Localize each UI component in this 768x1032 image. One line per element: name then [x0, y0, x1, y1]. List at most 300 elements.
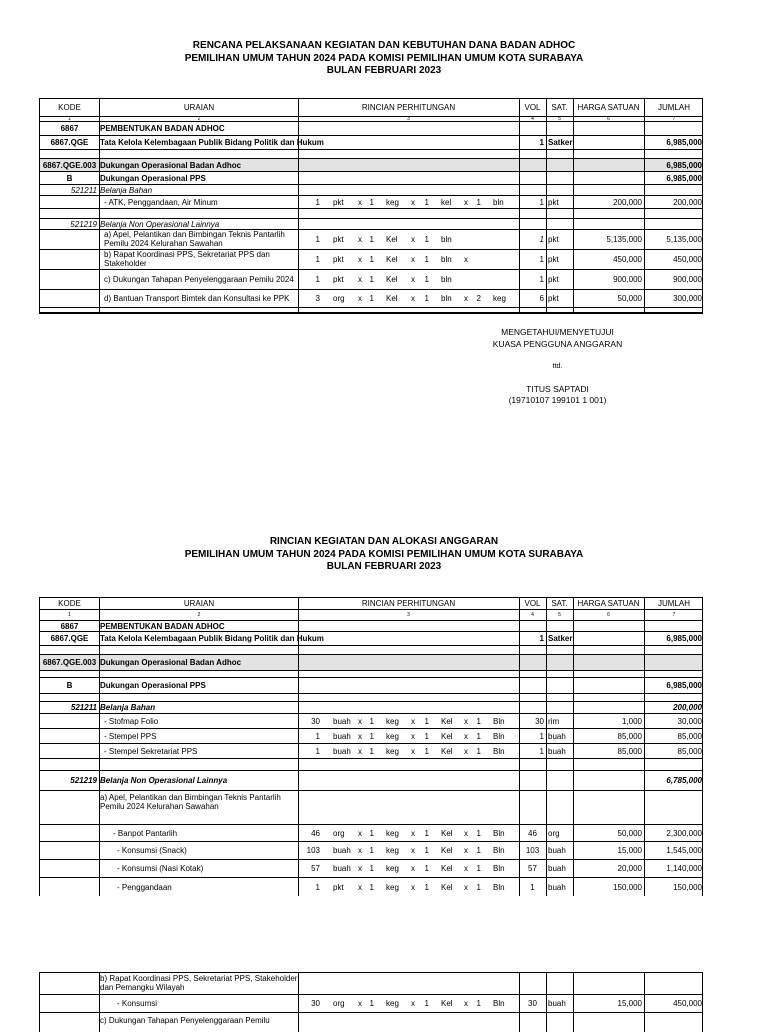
vol-cell: 1	[530, 882, 535, 892]
uraian-cell: Belanja Bahan	[100, 185, 153, 195]
vol-cell: 1	[539, 255, 544, 264]
rincian-token: org	[333, 294, 345, 303]
rincian-token: x	[411, 846, 415, 855]
header-uraian: URAIAN	[183, 103, 215, 112]
rincian-token: buah	[333, 716, 351, 726]
sat-cell: buah	[548, 882, 566, 892]
harga-cell: 50,000	[617, 828, 642, 838]
kode-cell: 521211	[70, 703, 97, 712]
column-divider	[573, 598, 574, 896]
vol-cell: 30	[535, 716, 544, 726]
column-divider	[99, 973, 100, 1032]
table-header-row	[40, 99, 702, 117]
column-divider	[644, 973, 645, 1032]
rincian-token: 1	[369, 746, 374, 756]
rincian-token: buah	[333, 846, 351, 855]
rincian-token: Bln	[493, 716, 505, 726]
jumlah-cell: 6,985,000	[666, 160, 702, 170]
uraian-cell: - Penggandaan	[117, 882, 172, 892]
harga-cell: 85,000	[617, 731, 642, 741]
spacer-row	[40, 150, 702, 159]
signature-block	[470, 327, 645, 407]
rincian-token: x	[358, 255, 362, 264]
sat-cell: rim	[548, 716, 560, 726]
jumlah-cell: 450,000	[673, 999, 702, 1008]
rincian-token: 1	[476, 846, 481, 855]
harga-cell: 15,000	[617, 846, 642, 855]
table-row	[40, 729, 702, 744]
rincian-token: x	[464, 746, 468, 756]
uraian-cell: - Banpot Pantarlih	[113, 828, 178, 838]
uraian-cell: Dukungan Operasional PPS	[100, 173, 206, 183]
rincian-token: Bln	[493, 882, 505, 892]
rincian-token: x	[411, 235, 415, 244]
col-num: 2	[197, 115, 201, 122]
rincian-token: Kel	[386, 294, 398, 303]
rincian-token: buah	[333, 864, 351, 873]
rincian-token: x	[411, 746, 415, 756]
rincian-token: x	[464, 716, 468, 726]
table-row	[40, 250, 702, 270]
uraian-cell: Belanja Bahan	[100, 703, 156, 712]
rincian-token: 103	[306, 846, 320, 855]
rincian-token: 30	[311, 716, 320, 726]
column-divider	[519, 99, 520, 313]
vol-cell: 1	[539, 746, 544, 756]
col-num: 3	[407, 115, 410, 122]
rincian-token: 1	[315, 235, 320, 244]
rincian-token: x	[411, 828, 415, 838]
uraian-cell: - Stofmap Folio	[104, 716, 159, 726]
sat-cell: pkt	[548, 197, 559, 207]
kode-cell: 6867	[60, 124, 79, 133]
column-divider	[298, 598, 299, 896]
uraian-cell: a) Apel, Pelantikan dan Bimbingan Teknis Pantarlih Pemilu 2024 Kelurahan Sawahan	[100, 793, 281, 811]
kode-cell: 6867.QGE	[50, 138, 89, 147]
uraian-cell: - Konsumsi (Nasi Kotak)	[117, 864, 204, 873]
sat-cell: buah	[548, 846, 566, 855]
column-divider	[519, 598, 520, 896]
rincian-token: x	[358, 828, 362, 838]
rincian-token: x	[464, 999, 468, 1008]
rincian-token: Kel	[441, 716, 453, 726]
rincian-token: keg	[386, 716, 399, 726]
rincian-token: Bln	[493, 828, 505, 838]
rincian-token: x	[358, 716, 362, 726]
rincian-token: 1	[424, 864, 429, 873]
table-row	[40, 270, 702, 290]
approval-label: MENGETAHUI/MENYETUJUI	[501, 327, 614, 337]
vol-cell: 103	[525, 846, 540, 855]
rincian-token: Kel	[441, 846, 453, 855]
col-num: 6	[607, 115, 610, 122]
spacer-row	[40, 646, 702, 655]
rincian-token: x	[411, 731, 415, 741]
doc2-title-line: BULAN FEBRUARI 2023	[326, 561, 442, 572]
sat-cell: Satker	[548, 634, 573, 643]
header-sat: SAT.	[551, 103, 568, 112]
sat-cell: pkt	[548, 235, 559, 244]
uraian-cell: a) Apel, Pelantikan dan Bimbingan Teknis Pantarlih Pemilu 2024 Kelurahan Sawahan	[104, 230, 285, 248]
rincian-token: x	[358, 882, 362, 892]
sat-cell: pkt	[548, 275, 559, 284]
rincian-token: 1	[315, 275, 320, 284]
uraian-cell: Dukungan Operasional Badan Adhoc	[100, 160, 242, 170]
jumlah-cell: 85,000	[677, 731, 702, 741]
uraian-cell: - Konsumsi (Snack)	[117, 846, 187, 855]
uraian-cell: PEMBENTUKAN BADAN ADHOC	[100, 621, 225, 631]
rincian-token: 1	[369, 846, 374, 855]
rincian-token: Kel	[441, 731, 453, 741]
vol-cell: 1	[539, 235, 544, 244]
jumlah-cell: 900,000	[673, 275, 702, 284]
rincian-token: keg	[386, 999, 399, 1008]
rincian-token: x	[464, 864, 468, 873]
table-row	[40, 678, 702, 694]
rincian-token: 1	[424, 275, 429, 284]
rincian-token: x	[358, 294, 362, 303]
rincian-token: x	[411, 716, 415, 726]
table-row	[40, 196, 702, 209]
jumlah-cell: 30,000	[677, 716, 702, 726]
rincian-token: Bln	[493, 746, 505, 756]
column-divider	[546, 973, 547, 1032]
rincian-token: 1	[315, 882, 320, 892]
harga-cell: 1,000	[621, 716, 642, 726]
col-num: 6	[607, 611, 610, 618]
sat-cell: buah	[548, 999, 566, 1008]
uraian-cell: - ATK, Penggandaan, Air Minum	[104, 197, 218, 207]
rincian-token: 1	[369, 275, 374, 284]
rincian-token: 1	[369, 255, 374, 264]
activity-allocation-table	[39, 597, 703, 896]
rincian-token: 1	[369, 864, 374, 873]
vol-cell: 46	[528, 828, 537, 838]
rincian-token: org	[333, 828, 345, 838]
header-kode: KODE	[58, 103, 81, 112]
rincian-token: x	[358, 846, 362, 855]
rincian-token: x	[411, 999, 415, 1008]
col-num: 5	[558, 115, 561, 122]
doc1-title	[0, 40, 768, 78]
rincian-token: 1	[424, 255, 429, 264]
rincian-token: 1	[369, 294, 374, 303]
rincian-token: 1	[424, 999, 429, 1008]
table-row	[40, 878, 702, 896]
column-divider	[644, 598, 645, 896]
table-row	[40, 771, 702, 791]
rincian-token: pkt	[333, 882, 344, 892]
jumlah-cell: 85,000	[677, 746, 702, 756]
table-row	[40, 1013, 702, 1027]
rincian-token: x	[464, 197, 468, 207]
rincian-token: Kel	[441, 882, 453, 892]
jumlah-cell: 300,000	[673, 294, 702, 303]
table-row	[40, 973, 702, 995]
rincian-token: 1	[476, 999, 481, 1008]
rincian-token: x	[411, 294, 415, 303]
rincian-token: bln	[441, 275, 452, 284]
rincian-token: 1	[315, 746, 320, 756]
harga-cell: 5,135,000	[606, 235, 642, 244]
rincian-token: 1	[369, 235, 374, 244]
kode-cell: 6867	[60, 621, 79, 631]
column-divider	[644, 99, 645, 313]
jumlah-cell: 6,985,000	[666, 138, 702, 147]
rincian-token: 1	[369, 716, 374, 726]
harga-cell: 450,000	[613, 255, 642, 264]
rincian-token: bln	[441, 255, 452, 264]
col-num: 3	[407, 611, 410, 618]
vol-cell: 57	[528, 864, 537, 873]
authority-label: KUASA PENGGUNA ANGGARAN	[492, 338, 623, 349]
header-rincian: RINCIAN PERHITUNGAN	[361, 103, 456, 112]
vol-cell: 1	[539, 138, 544, 147]
column-divider	[573, 99, 574, 313]
table-row	[40, 219, 702, 230]
header-harga: HARGA SATUAN	[577, 103, 640, 112]
kode-cell: B	[66, 173, 73, 183]
harga-cell: 50,000	[617, 294, 642, 303]
table-row	[40, 825, 702, 842]
uraian-cell: b) Rapat Koordinasi PPS, Sekretariat PPS, Stakeholder dan Pemangku Wilayah	[100, 974, 298, 992]
col-num: 7	[672, 115, 676, 122]
signatory-nip: (19710107 199101 1 001)	[508, 395, 607, 405]
col-num: 1	[68, 115, 71, 122]
table-row	[40, 621, 702, 632]
rincian-token: Bln	[493, 731, 505, 741]
rincian-token: x	[464, 828, 468, 838]
rincian-token: x	[411, 864, 415, 873]
rincian-token: x	[411, 882, 415, 892]
rincian-token: 1	[424, 828, 429, 838]
rincian-token: keg	[493, 294, 506, 303]
table-row	[40, 122, 702, 136]
sat-cell: org	[548, 828, 560, 838]
uraian-cell: Tata Kelola Kelembagaan Publik Bidang Politik dan Hukum	[100, 634, 324, 643]
header-vol: VOL	[524, 599, 541, 608]
rincian-token: Bln	[493, 864, 505, 873]
rincian-token: 1	[424, 294, 429, 303]
kode-cell: B	[66, 681, 73, 690]
rincian-token: Bln	[493, 999, 505, 1008]
rincian-token: Bln	[493, 846, 505, 855]
col-num: 2	[197, 611, 201, 618]
jumlah-cell: 6,985,000	[666, 634, 702, 643]
uraian-cell: c) Dukungan Tahapan Penyelenggaraan Pemilu 2024	[104, 275, 294, 284]
sat-cell: buah	[548, 731, 566, 741]
jumlah-cell: 5,135,000	[666, 235, 702, 244]
rincian-token: bln	[441, 294, 452, 303]
spacer-row	[40, 308, 702, 313]
header-jumlah: JUMLAH	[657, 103, 690, 112]
rincian-token: x	[358, 235, 362, 244]
table-row	[40, 185, 702, 196]
harga-cell: 15,000	[617, 999, 642, 1008]
rincian-token: 1	[369, 999, 374, 1008]
rincian-token: 1	[369, 828, 374, 838]
rincian-token: 46	[311, 828, 320, 838]
rincian-token: x	[358, 275, 362, 284]
rincian-token: pkt	[333, 275, 344, 284]
rincian-token: buah	[333, 731, 351, 741]
uraian-cell: Belanja Non Operasional Lainnya	[100, 776, 228, 785]
rincian-token: x	[464, 731, 468, 741]
header-harga: HARGA SATUAN	[577, 599, 640, 608]
rincian-token: Kel	[441, 746, 453, 756]
rincian-token: 1	[476, 882, 481, 892]
doc1-title-line: PEMILIHAN UMUM TAHUN 2024 PADA KOMISI PEMILIHAN UMUM KOTA SURABAYA	[184, 52, 584, 64]
column-divider	[298, 99, 299, 313]
rincian-token: x	[358, 864, 362, 873]
column-divider	[99, 598, 100, 896]
jumlah-cell: 6,785,000	[666, 776, 702, 785]
kode-cell: 521219	[70, 219, 97, 229]
table-row	[40, 159, 702, 172]
rincian-token: 1	[315, 197, 320, 207]
uraian-cell: c) Dukungan Tahapan Penyelenggaraan Pemilu	[100, 1015, 270, 1025]
jumlah-cell: 6,985,000	[666, 173, 702, 183]
rincian-token: 1	[476, 731, 481, 741]
rincian-token: 3	[315, 294, 320, 303]
rincian-token: x	[358, 999, 362, 1008]
rincian-token: x	[411, 197, 415, 207]
rincian-token: keg	[386, 731, 399, 741]
sat-cell: buah	[548, 746, 566, 756]
table-row	[40, 702, 702, 714]
sat-cell: buah	[548, 864, 566, 873]
rincian-token: keg	[386, 197, 399, 207]
table-row	[40, 172, 702, 185]
spacer-row	[40, 209, 702, 219]
harga-cell: 85,000	[617, 746, 642, 756]
vol-cell: 1	[539, 197, 544, 207]
vol-cell: 1	[539, 634, 544, 643]
header-uraian: URAIAN	[183, 599, 215, 608]
rincian-token: x	[358, 746, 362, 756]
signatory-name: TITUS SAPTADI	[526, 383, 589, 394]
sat-cell: pkt	[548, 294, 559, 303]
rincian-token: 1	[476, 716, 481, 726]
rincian-token: Kel	[386, 275, 398, 284]
rincian-token: 1	[424, 716, 429, 726]
doc2-title	[0, 536, 768, 574]
spacer-row	[40, 694, 702, 702]
kode-cell: 521211	[70, 185, 97, 195]
uraian-cell: Dukungan Operasional Badan Adhoc	[100, 658, 242, 667]
rincian-token: 1	[424, 731, 429, 741]
rincian-token: 1	[315, 731, 320, 741]
rincian-token: x	[358, 197, 362, 207]
table-row	[40, 290, 702, 308]
table-row	[40, 842, 702, 860]
rincian-token: keg	[386, 746, 399, 756]
doc1-title-line: BULAN FEBRUARI 2023	[326, 65, 442, 76]
rincian-token: 1	[424, 746, 429, 756]
table-row	[40, 714, 702, 729]
column-divider	[546, 99, 547, 313]
table-row	[40, 791, 702, 825]
rincian-token: x	[358, 731, 362, 741]
rincian-token: x	[464, 255, 468, 264]
doc2-title-line: PEMILIHAN UMUM TAHUN 2024 PADA KOMISI PEMILIHAN UMUM KOTA SURABAYA	[184, 548, 584, 560]
rincian-token: Kel	[441, 864, 453, 873]
spacer-row	[40, 671, 702, 678]
rincian-token: 1	[476, 864, 481, 873]
table-header-row	[40, 598, 702, 610]
uraian-cell: Dukungan Operasional PPS	[100, 681, 206, 690]
header-vol: VOL	[524, 103, 541, 112]
column-divider	[519, 973, 520, 1032]
rincian-token: 1	[424, 235, 429, 244]
table-row	[40, 136, 702, 150]
rincian-token: x	[411, 275, 415, 284]
header-rincian: RINCIAN PERHITUNGAN	[361, 599, 456, 608]
column-divider	[573, 973, 574, 1032]
harga-cell: 20,000	[617, 864, 642, 873]
uraian-cell: PEMBENTUKAN BADAN ADHOC	[100, 124, 225, 133]
table-row	[40, 995, 702, 1013]
rincian-token: Kel	[386, 235, 398, 244]
rincian-token: 30	[311, 999, 320, 1008]
col-num: 5	[558, 611, 561, 618]
rincian-token: pkt	[333, 235, 344, 244]
vol-cell: 6	[539, 294, 544, 303]
rincian-token: pkt	[333, 197, 344, 207]
sat-cell: Satker	[548, 138, 573, 147]
kode-cell: 6867.QGE.003	[42, 658, 97, 667]
jumlah-cell: 450,000	[673, 255, 702, 264]
kode-cell: 6867.QGE	[50, 634, 89, 643]
vol-cell: 1	[539, 731, 544, 741]
uraian-cell: b) Rapat Koordinasi PPS, Sekretariat PPS dan Stakeholder	[104, 250, 270, 268]
col-num: 1	[68, 611, 71, 618]
vol-cell: 1	[539, 275, 544, 284]
header-jumlah: JUMLAH	[657, 599, 690, 608]
rincian-token: 2	[476, 294, 481, 303]
rincian-token: Kel	[386, 255, 398, 264]
rincian-token: Kel	[441, 999, 453, 1008]
continued-table	[39, 972, 703, 1032]
rincian-token: kel	[441, 197, 452, 207]
column-divider	[99, 99, 100, 313]
table-row	[40, 860, 702, 878]
kode-cell: 6867.QGE.003	[42, 160, 97, 170]
col-num: 4	[531, 115, 534, 122]
rincian-token: 1	[315, 255, 320, 264]
jumlah-cell: 2,300,000	[666, 828, 702, 838]
rincian-token: bln	[493, 197, 504, 207]
ttd-mark: ttd.	[552, 363, 563, 370]
rincian-token: 1	[424, 882, 429, 892]
table-row	[40, 230, 702, 250]
harga-cell: 150,000	[613, 882, 642, 892]
jumlah-cell: 150,000	[673, 882, 702, 892]
rincian-token: 1	[369, 197, 374, 207]
uraian-cell: Belanja Non Operasional Lainnya	[100, 219, 220, 229]
spacer-row	[40, 759, 702, 771]
rincian-token: 1	[369, 731, 374, 741]
rincian-token: bln	[441, 235, 452, 244]
rincian-token: x	[411, 255, 415, 264]
rincian-token: keg	[386, 846, 399, 855]
rincian-token: 57	[311, 864, 320, 873]
rincian-token: x	[464, 882, 468, 892]
budget-plan-table	[39, 98, 703, 314]
rincian-token: pkt	[333, 255, 344, 264]
jumlah-cell: 1,545,000	[666, 846, 702, 855]
doc2-title-line: RINCIAN KEGIATAN DAN ALOKASI ANGGARAN	[269, 536, 499, 547]
